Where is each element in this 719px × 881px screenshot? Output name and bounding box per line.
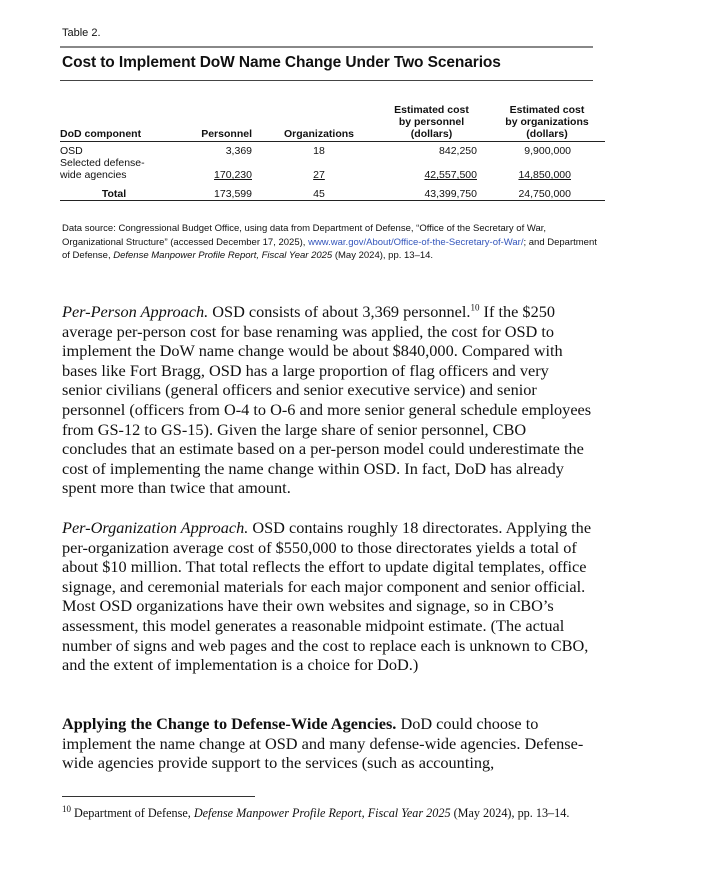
per-person-heading: Per-Person Approach. xyxy=(62,302,209,321)
row-cost-personnel-value: 42,557,500 xyxy=(424,169,477,181)
table-row xyxy=(60,142,605,158)
total-cost-personnel: 43,399,750 xyxy=(424,188,477,200)
table-row xyxy=(60,157,605,181)
footnote-prefix: Department of Defense, xyxy=(71,806,194,820)
header-cost-personnel-line2: by personnel xyxy=(398,116,465,128)
total-organizations: 45 xyxy=(313,188,325,200)
paragraph-per-person xyxy=(62,302,592,498)
table-total-row xyxy=(60,181,605,201)
row-component-line2: wide agencies xyxy=(60,169,127,181)
row-personnel-value: 170,230 xyxy=(214,169,252,181)
footnote xyxy=(62,803,582,821)
per-organization-heading: Per-Organization Approach. xyxy=(62,518,249,537)
table-label: Table 2. xyxy=(62,27,101,39)
row-personnel xyxy=(168,157,264,181)
row-organizations xyxy=(264,157,374,181)
source-link[interactable]: www.war.gov/About/Office-of-the-Secretary-of-War/ xyxy=(308,236,524,248)
row-component xyxy=(60,157,168,181)
footnote-ref[interactable]: 10 xyxy=(470,302,480,313)
header-organizations: Organizations xyxy=(264,104,374,142)
table-title: Cost to Implement DoW Name Change Under Two Scenarios xyxy=(62,54,501,71)
header-cost-personnel-line3: (dollars) xyxy=(410,128,453,140)
row-cost-personnel: 842,250 xyxy=(439,145,477,157)
source-report-title: Defense Manpower Profile Report, Fiscal Year 2025 xyxy=(113,250,333,261)
per-person-text-a: OSD consists of about 3,369 personnel. xyxy=(208,302,471,321)
table-source-note xyxy=(62,222,597,263)
paragraph-defense-wide xyxy=(62,714,592,773)
table-title-rule xyxy=(60,80,593,81)
header-cost-orgs-line3: (dollars) xyxy=(526,128,568,140)
row-cost-orgs: 9,900,000 xyxy=(524,145,571,157)
table-header-row xyxy=(60,104,605,142)
row-component-line1: Selected defense- xyxy=(60,157,145,169)
footnote-suffix: (May 2024), pp. 13–14. xyxy=(450,806,570,820)
header-cost-orgs-line1: Estimated cost xyxy=(509,104,585,116)
paragraph-per-organization xyxy=(62,518,592,675)
header-personnel: Personnel xyxy=(168,104,264,142)
header-cost-personnel xyxy=(374,104,489,142)
footnote-number: 10 xyxy=(62,803,71,814)
row-organizations-value: 27 xyxy=(313,169,325,181)
row-cost-personnel xyxy=(374,157,489,181)
source-prefix: Data source: Congressional Budget Office, using data from Department of Defense, “Office of the Secretary of War, Organizational Structure” (accessed December 17, 2025), xyxy=(62,223,547,248)
row-organizations: 18 xyxy=(313,145,325,157)
header-component: DoD component xyxy=(60,104,168,142)
footnote-title: Defense Manpower Profile Report, Fiscal Year 2025 xyxy=(193,806,451,820)
table-top-rule xyxy=(60,46,593,48)
total-label: Total xyxy=(101,188,127,200)
per-organization-text: OSD contains roughly 18 directorates. Applying the per-organization average cost of $550,000 to those directorates yields a total of about $10 million. That total reflects the effort to update digital templates, office signage, and ceremonial materials for each major component and senior official. Most OSD organizations have their own websites and signage, so in CBO’s assessment, this model generates a reasonable midpoint estimate. (The actual number of signs and web pages and the cost to replace each is unknown to CBO, and the extent of implementation is a choice for DoD.) xyxy=(62,518,592,675)
total-personnel: 173,599 xyxy=(214,188,252,200)
header-cost-orgs xyxy=(489,104,605,142)
row-component: OSD xyxy=(60,145,83,157)
source-suffix: (May 2024), pp. 13–14. xyxy=(332,250,434,261)
footnote-rule xyxy=(62,796,255,797)
defense-wide-heading: Applying the Change to Defense-Wide Agencies. xyxy=(62,714,397,733)
cost-table xyxy=(60,104,605,201)
defense-wide-text: DoD could choose to implement the name change at OSD and many defense-wide agencies. Defense-wide agencies provide support to the services (such as accounting, xyxy=(62,714,584,773)
per-person-text-b: If the $250 average per-person cost for base renaming was applied, the cost for OSD to implement the DoW name change would be about $840,000. Compared with bases like Fort Bragg, OSD has a large proportion of flag officers and very senior civilians (general officers and senior executive service) and senior personnel (officers from O-4 to O-6 and more senior general schedule employees from GS-12 to GS-15). Given the large share of senior personnel, CBO concludes that an estimate based on a per-person model could underestimate the cost of implementing the name change within OSD. In fact, DoD has already spent more than twice that amount. xyxy=(62,302,592,498)
total-cost-orgs: 24,750,000 xyxy=(518,188,571,200)
row-personnel: 3,369 xyxy=(225,145,252,157)
row-cost-orgs xyxy=(489,157,605,181)
source-middle: ; and Department of Defense, xyxy=(62,236,597,261)
row-cost-orgs-value: 14,850,000 xyxy=(518,169,571,181)
header-cost-orgs-line2: by organizations xyxy=(505,116,589,128)
header-cost-personnel-line1: Estimated cost xyxy=(394,104,469,116)
